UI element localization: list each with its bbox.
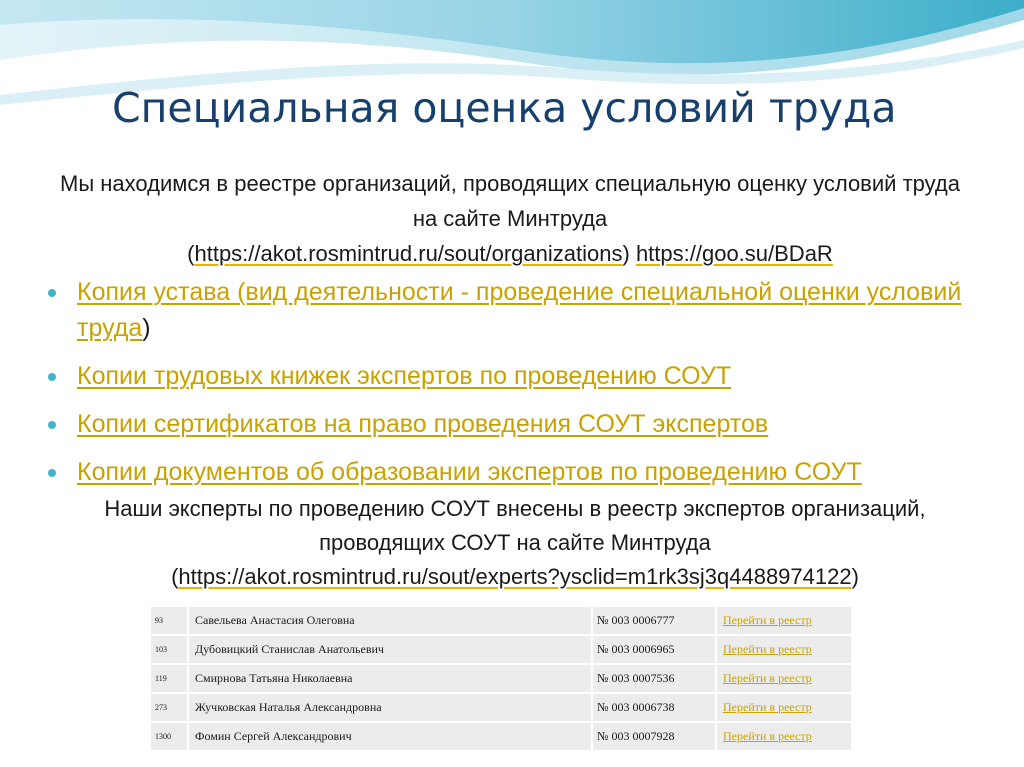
- experts-table: [149, 605, 853, 752]
- row-index: 93: [150, 606, 188, 635]
- go-to-registry-link[interactable]: Перейти в реестр: [723, 671, 812, 685]
- expert-name: Фомин Сергей Александрович: [188, 722, 592, 751]
- bullet-icon: [48, 421, 56, 429]
- expert-name: Дубовицкий Станислав Анатольевич: [188, 635, 592, 664]
- table-row: [150, 722, 852, 751]
- outro-open-paren: (: [171, 564, 179, 589]
- outro-close-paren: ): [851, 564, 859, 589]
- expert-name: Савельева Анастасия Олеговна: [188, 606, 592, 635]
- go-to-registry-link[interactable]: Перейти в реестр: [723, 729, 812, 743]
- expert-name: Жучковская Наталья Александровна: [188, 693, 592, 722]
- list-item: [40, 406, 1000, 442]
- expert-number: № 003 0007928: [592, 722, 716, 751]
- table-row: [150, 693, 852, 722]
- expert-number: № 003 0006777: [592, 606, 716, 635]
- bullet-icon: [48, 469, 56, 477]
- charter-copy-link[interactable]: Копия устава (вид деятельности - проведение специальной оценки условий труда: [77, 278, 962, 342]
- expert-number: № 003 0006738: [592, 693, 716, 722]
- outro-text: Наши эксперты по проведению СОУТ внесены в реестр экспертов организаций, проводящих СОУТ на сайте Минтруда: [104, 496, 926, 555]
- list-item: [40, 274, 1000, 346]
- organizations-registry-link[interactable]: https://akot.rosmintrud.ru/sout/organizations: [194, 241, 623, 266]
- bullet-icon: [48, 289, 56, 297]
- experts-registry-link[interactable]: https://akot.rosmintrud.ru/sout/experts?ysclid=m1rk3sj3q4488974122: [178, 564, 852, 589]
- registry-cell: [716, 635, 852, 664]
- registry-cell: [716, 693, 852, 722]
- go-to-registry-link[interactable]: Перейти в реестр: [723, 700, 812, 714]
- intro-close-paren: ): [622, 241, 630, 266]
- short-registry-link[interactable]: https://goo.su/BDaR: [635, 241, 833, 266]
- expert-number: № 003 0006965: [592, 635, 716, 664]
- go-to-registry-link[interactable]: Перейти в реестр: [723, 642, 812, 656]
- intro-open-paren: (: [187, 241, 195, 266]
- expert-number: № 003 0007536: [592, 664, 716, 693]
- page-title: Специальная оценка условий труда: [112, 84, 897, 132]
- row-index: 273: [150, 693, 188, 722]
- bullet-suffix: ): [142, 314, 151, 342]
- registry-cell: [716, 606, 852, 635]
- intro-text: Мы находимся в реестре организаций, проводящих специальную оценку условий труда на сайте Минтруда: [60, 171, 960, 231]
- list-item: [40, 358, 1000, 394]
- intro-paragraph: [60, 166, 960, 271]
- expert-name: Смирнова Татьяна Николаевна: [188, 664, 592, 693]
- table-row: [150, 606, 852, 635]
- work-books-copy-link[interactable]: Копии трудовых книжек экспертов по проведению СОУТ: [77, 362, 732, 390]
- registry-cell: [716, 664, 852, 693]
- education-docs-copy-link[interactable]: Копии документов об образовании экспертов по проведению СОУТ: [77, 458, 862, 486]
- row-index: 103: [150, 635, 188, 664]
- registry-cell: [716, 722, 852, 751]
- documents-list: [40, 274, 1000, 502]
- list-item: [40, 454, 1000, 490]
- row-index: 1300: [150, 722, 188, 751]
- certificates-copy-link[interactable]: Копии сертификатов на право проведения СОУТ экспертов: [77, 410, 769, 438]
- row-index: 119: [150, 664, 188, 693]
- bullet-icon: [48, 373, 56, 381]
- table-row: [150, 664, 852, 693]
- experts-paragraph: [60, 492, 970, 594]
- go-to-registry-link[interactable]: Перейти в реестр: [723, 613, 812, 627]
- table-row: [150, 635, 852, 664]
